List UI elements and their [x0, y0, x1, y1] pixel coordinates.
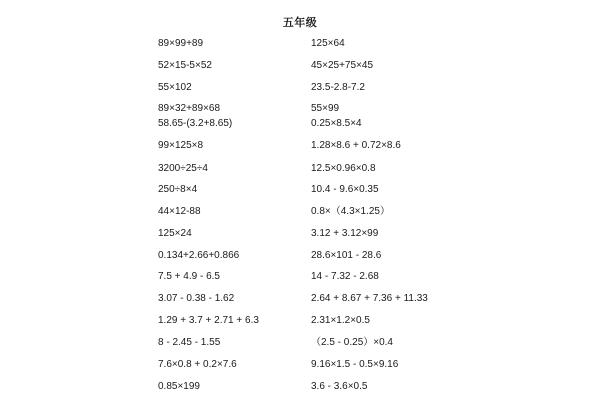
problem-item: 9.16×1.5 - 0.5×9.16	[311, 359, 399, 370]
problem-item: 1.29 + 3.7 + 2.71 + 6.3	[158, 315, 259, 326]
problem-item: 7.6×0.8 + 0.2×7.6	[158, 359, 237, 370]
problem-item: 89×99+89	[158, 38, 204, 49]
problem-item: 14 - 7.32 - 2.68	[311, 271, 379, 282]
problem-item: 8 - 2.45 - 1.55	[158, 337, 221, 348]
problem-item: 28.6×101 - 28.6	[311, 250, 382, 261]
problem-item: 0.134+2.66+0.866	[158, 250, 240, 261]
problem-item: 3200÷25÷4	[158, 163, 208, 174]
problem-item: 55×99	[311, 103, 340, 114]
problem-item: 10.4 - 9.6×0.35	[311, 184, 379, 195]
problem-item: 2.31×1.2×0.5	[311, 315, 370, 326]
problem-item: 89×32+89×68	[158, 103, 221, 114]
problem-item: 23.5-2.8-7.2	[311, 82, 365, 93]
problem-item: 3.6 - 3.6×0.5	[311, 381, 368, 392]
problem-item: 12.5×0.96×0.8	[311, 163, 376, 174]
problem-item: 0.8×（4.3×1.25）	[311, 206, 390, 217]
problem-item: 2.64 + 8.67 + 7.36 + 11.33	[311, 293, 428, 304]
problem-item: 55×102	[158, 82, 192, 93]
problem-item: 7.5 + 4.9 - 6.5	[158, 271, 220, 282]
problem-item: 125×24	[158, 228, 192, 239]
problem-item: 44×12-88	[158, 206, 201, 217]
problem-item: 99×125×8	[158, 140, 204, 151]
problem-item: 52×15-5×52	[158, 60, 212, 71]
problem-item: （2.5 - 0.25）×0.4	[311, 337, 393, 348]
problem-item: 0.25×8.5×4	[311, 118, 362, 129]
problem-item: 45×25+75×45	[311, 60, 374, 71]
problem-item: 125×64	[311, 38, 345, 49]
problem-item: 58.65-(3.2+8.65)	[158, 118, 233, 129]
problem-item: 0.85×199	[158, 381, 200, 392]
problem-item: 1.28×8.6 + 0.72×8.6	[311, 140, 401, 151]
problem-item: 3.12 + 3.12×99	[311, 228, 379, 239]
problem-item: 250÷8×4	[158, 184, 198, 195]
worksheet-title: 五年级	[282, 17, 318, 29]
problem-item: 3.07 - 0.38 - 1.62	[158, 293, 235, 304]
